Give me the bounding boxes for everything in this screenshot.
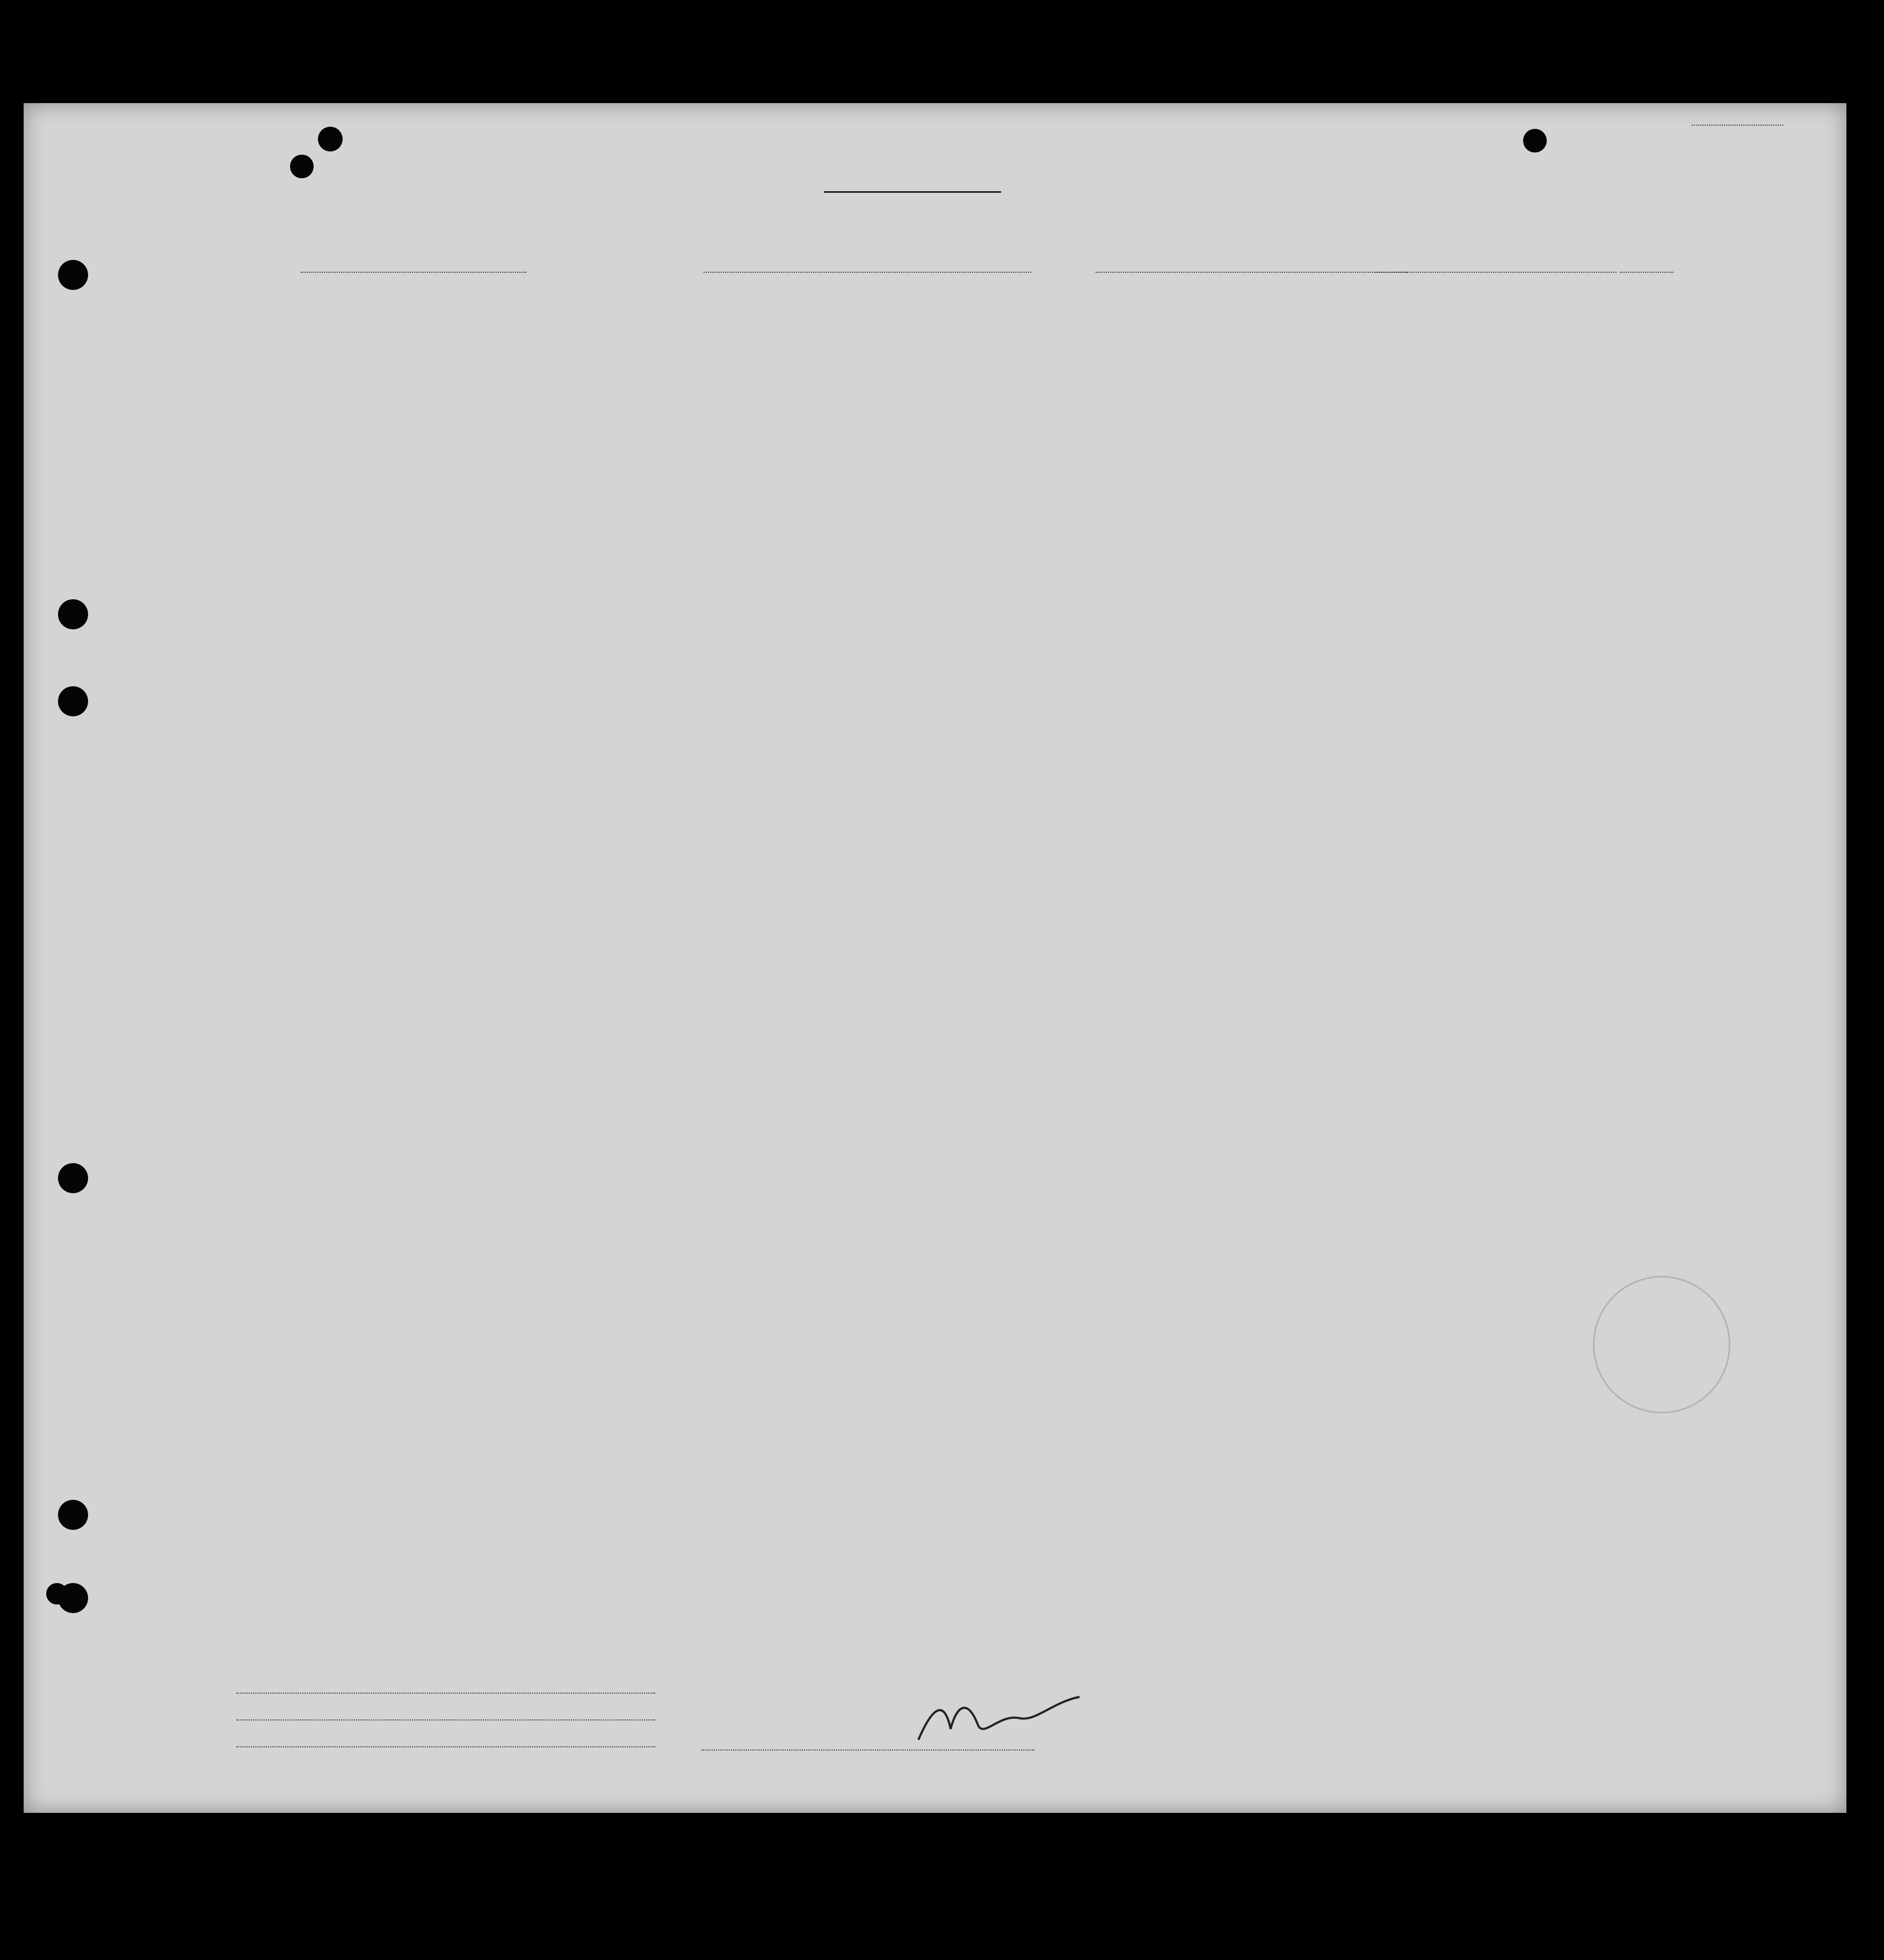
agents-value (236, 1746, 655, 1747)
arrival-year (1620, 272, 1673, 273)
title-underline (824, 191, 1001, 193)
inspector-signature-line (701, 1750, 1034, 1751)
sailing-port (704, 272, 1031, 273)
punch-hole (58, 260, 88, 290)
arriving-port (1096, 272, 1407, 273)
line-value (236, 1693, 655, 1694)
official-seal (1593, 1276, 1730, 1413)
inspector-signature (913, 1692, 1085, 1751)
punch-hole (46, 1583, 68, 1605)
punch-hole (1523, 129, 1547, 153)
punch-hole (318, 127, 343, 151)
owners-value (236, 1719, 655, 1721)
vessel-name (301, 272, 526, 273)
arrival-date (1375, 272, 1617, 273)
punch-hole (290, 155, 314, 178)
crew-manifest-table (71, 307, 1816, 1627)
sheet-number (1692, 125, 1783, 126)
